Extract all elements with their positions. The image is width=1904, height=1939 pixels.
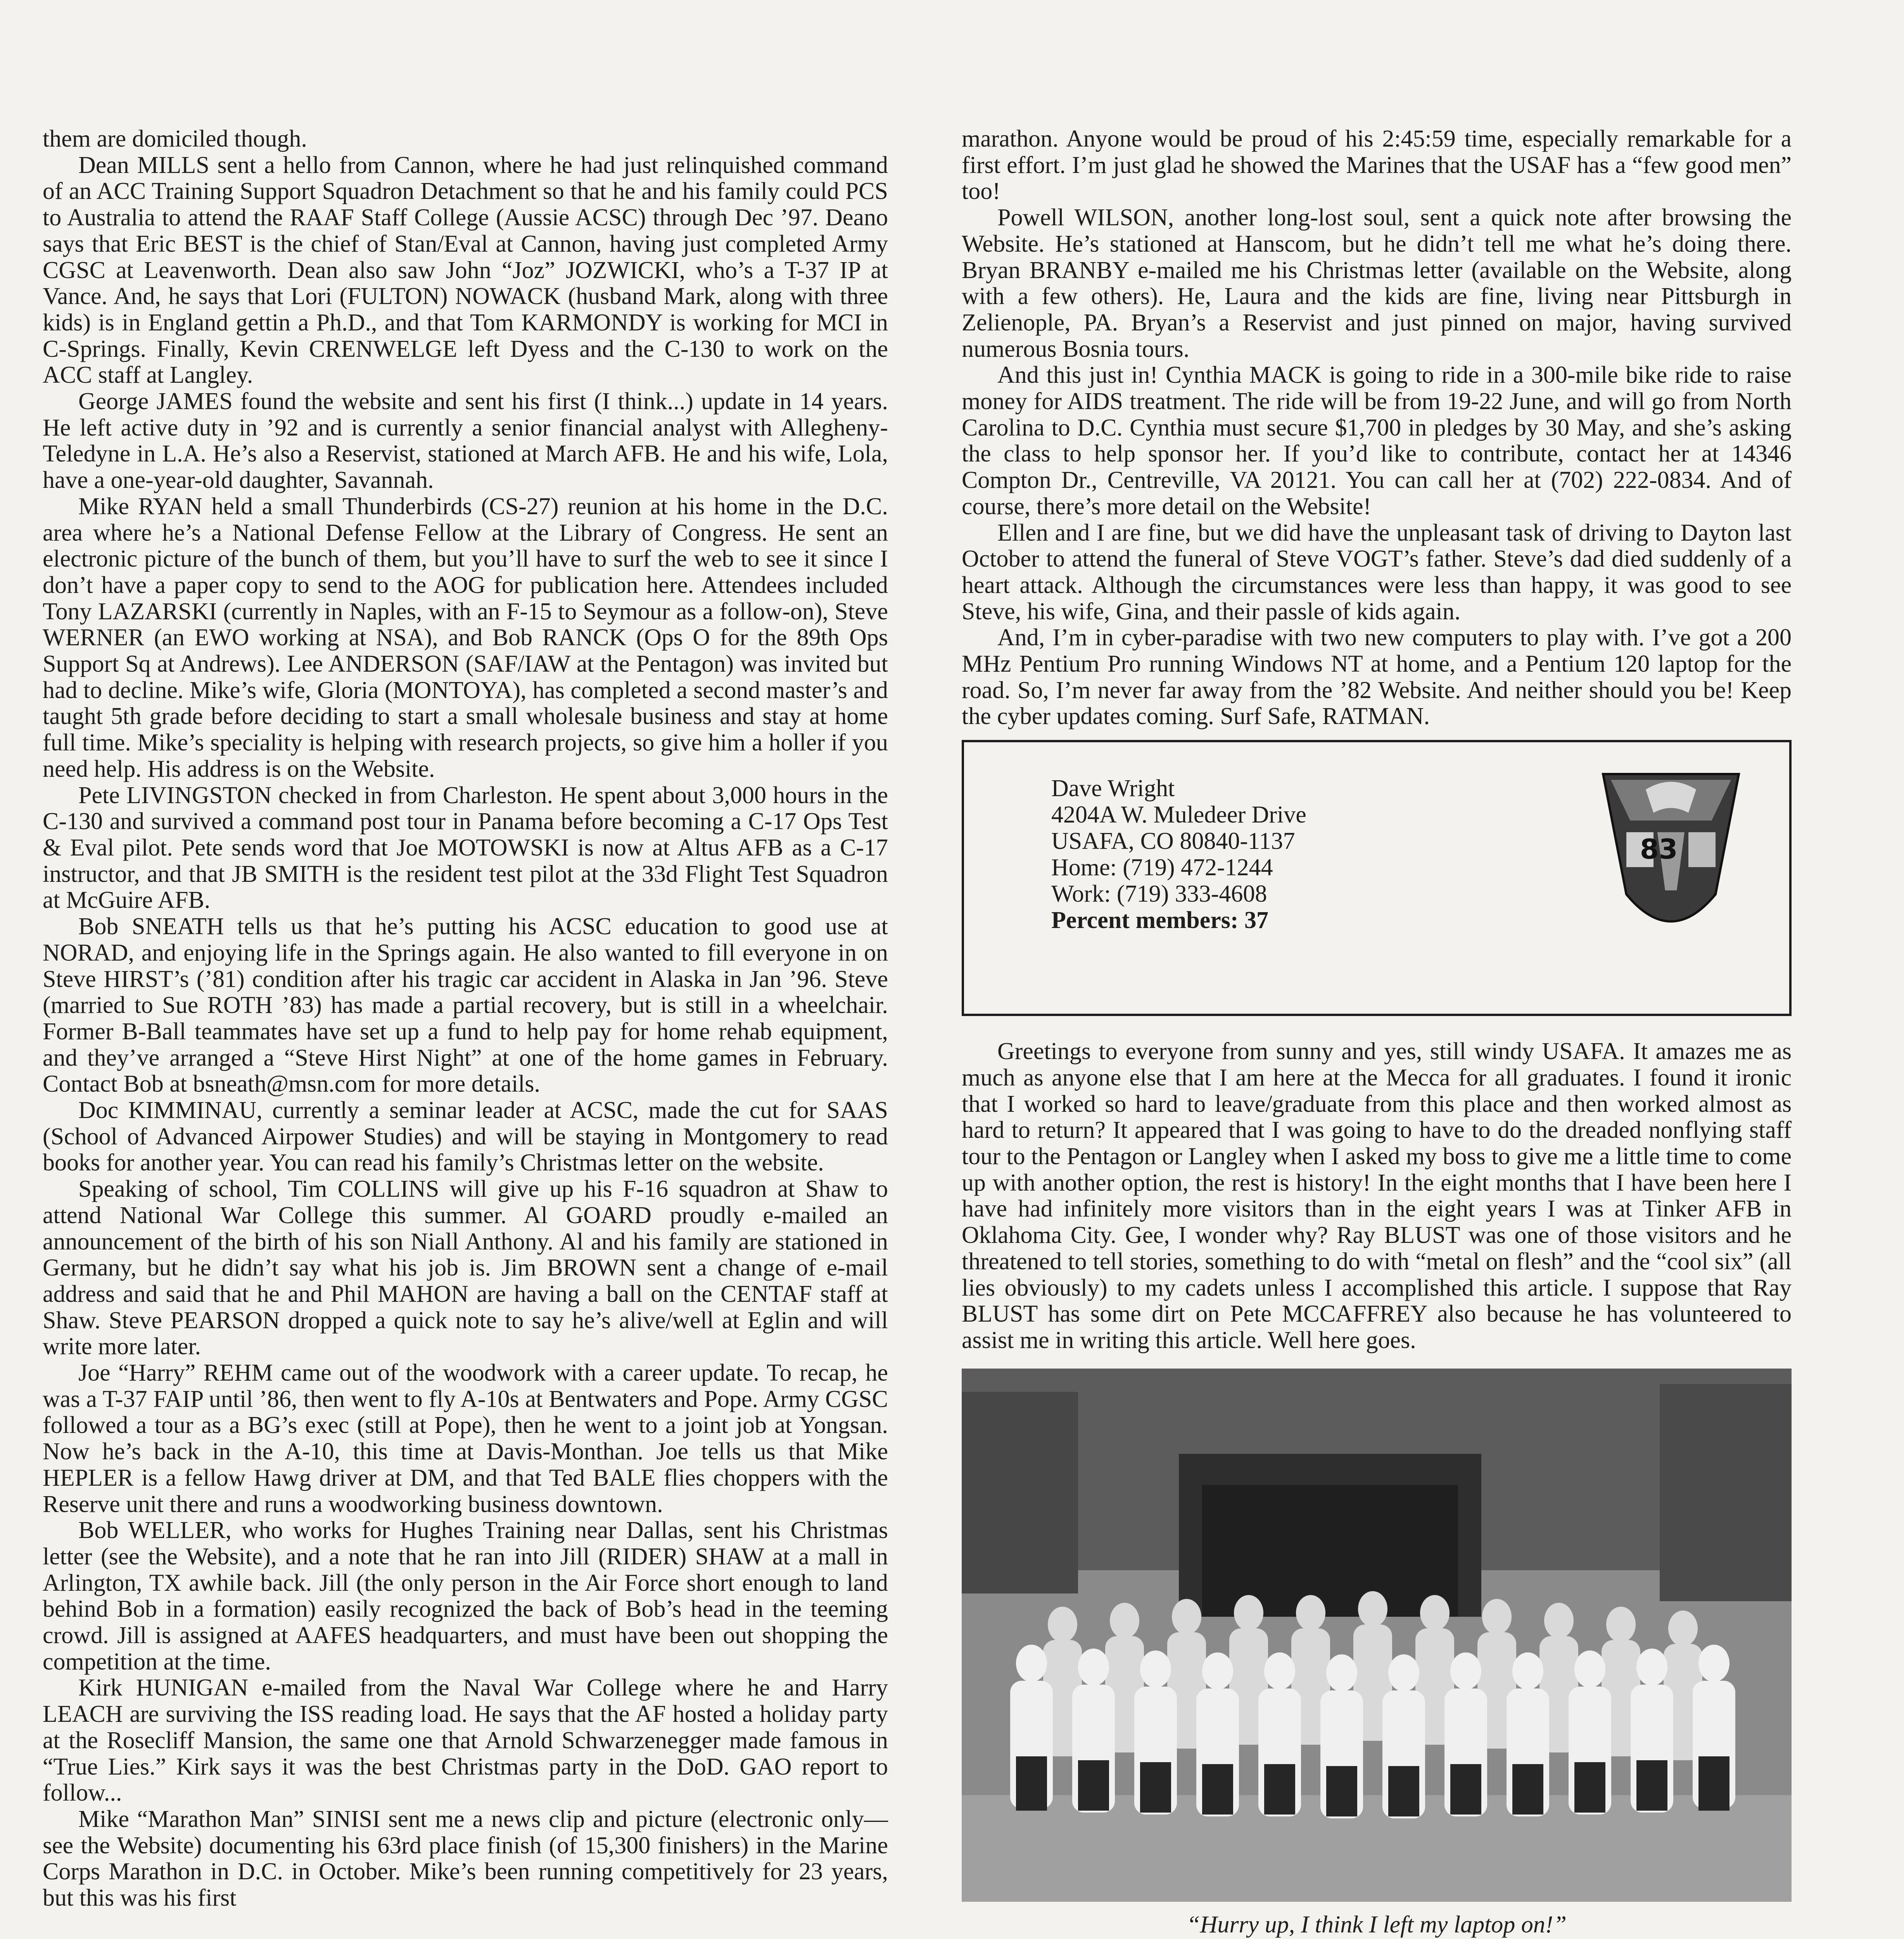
contact-home-phone: Home: (719) 472-1244: [1051, 854, 1273, 881]
paragraph: George JAMES found the website and sent his first (I think...) update in 14 years. He left active duty in ’92 and is currently a senior financial analyst with Allegheny-Teledyne in L.A. He’s also a Reservist, stationed at March AFB. He and his wife, Lola, have a one-year-old daughter, Savannah.: [43, 388, 888, 494]
class-crest-icon: [1599, 766, 1743, 949]
contact-street: 4204A W. Muledeer Drive: [1051, 802, 1306, 828]
contact-info: [1051, 775, 1306, 933]
class-scribe-contact-box: [962, 740, 1792, 1016]
photo-caption: “Hurry up, I think I left my laptop on!”: [1187, 1911, 1567, 1938]
right-column: [962, 126, 1792, 1939]
group-photo-image: [962, 1369, 1792, 1902]
group-photo: [962, 1369, 1792, 1902]
paragraph: Bob SNEATH tells us that he’s putting his ACSC education to good use at NORAD, and enjoying life in the Springs again. He also wanted to fill everyone in on Steve HIRST’s (’81) condition after his tragic car accident in Alaska in Jan ’96. Steve (married to Sue ROTH ’83) has made a partial recovery, but is still in a wheelchair. Former B-Ball teammates have set up a fund to help pay for home rehab equipment, and they’ve arranged a “Steve Hirst Night” at one of the home games in February. Contact Bob at bsneath@msn.com for more details.: [43, 913, 888, 1097]
percent-members: Percent members: 37: [1051, 907, 1269, 934]
paragraph: Kirk HUNIGAN e-mailed from the Naval War College where he and Harry LEACH are surviving the ISS reading load. He says that the AF hosted a holiday party at the Rosecliff Mansion, the same one that Arnold Schwarzenegger made famous in “True Lies.” Kirk says it was the best Christmas party in the DoD. GAO report to follow...: [43, 1675, 888, 1806]
paragraph: marathon. Anyone would be proud of his 2:45:59 time, especially remarkable for a first effort. I’m just glad he showed the Marines that the USAF has a “few good men” too!: [962, 126, 1792, 205]
paragraph: Ellen and I are fine, but we did have the unpleasant task of driving to Dayton last October to attend the funeral of Steve VOGT’s father. Steve’s dad died suddenly of a heart attack. Although the circumstances were less than happy, it was good to see Steve, his wife, Gina, and their passle of kids again.: [962, 519, 1792, 625]
paragraph: Joe “Harry” REHM came out of the woodwork with a career update. To recap, he was a T-37 FAIP until ’86, then went to fly A-10s at Bentwaters and Pope. Army CGSC followed a tour as a BG’s exec (still at Pope), then he went to a joint job at Yongsan. Now he’s back in the A-10, this time at Davis-Monthan. Joe tells us that Mike HEPLER is a fellow Hawg driver at DM, and that Ted BALE flies choppers with the Reserve unit there and runs a woodworking business downtown.: [43, 1360, 888, 1517]
paragraph: Dean MILLS sent a hello from Cannon, where he had just relinquished command of an ACC Training Support Squadron Detachment so that he and his family could PCS to Australia to attend the RAAF Staff College (Aussie ACSC) through Dec ’97. Deano says that Eric BEST is the chief of Stan/Eval at Cannon, having just completed Army CGSC at Leavenworth. Dean also saw John “Joz” JOZWICKI, who’s a T-37 IP at Vance. And, he says that Lori (FULTON) NOWACK (husband Mark, along with three kids) is in England gettin a Ph.D., and that Tom KARMONDY is working for MCI in C-Springs. Finally, Kevin CRENWELGE left Dyess and the C-130 to work on the ACC staff at Langley.: [43, 152, 888, 389]
crest-class-year: 83: [1640, 833, 1678, 866]
contact-city: USAFA, CO 80840-1137: [1051, 828, 1295, 855]
paragraph: And, I’m in cyber-paradise with two new computers to play with. I’ve got a 200 MHz Pentium Pro running Windows NT at home, and a Pentium 120 laptop for the road. So, I’m never far away from the ’82 Website. And neither should you be! Keep the cyber updates coming. Surf Safe, RATMAN.: [962, 624, 1792, 730]
paragraph: Mike RYAN held a small Thunderbirds (CS-27) reunion at his home in the D.C. area where he’s a National Defense Fellow at the Library of Congress. He sent an electronic picture of the bunch of them, but you’ll have to surf the web to see it since I don’t have a paper copy to send to the AOG for publication here. Attendees included Tony LAZARSKI (currently in Naples, with an F-15 to Seymour as a follow-on), Steve WERNER (an EWO working at NSA), and Bob RANCK (Ops O for the 89th Ops Support Sq at Andrews). Lee ANDERSON (SAF/IAW at the Pentagon) was invited but had to decline. Mike’s wife, Gloria (MONTOYA), has completed a second master’s and taught 5th grade before deciding to start a small wholesale business and stay at home full time. Mike’s speciality is helping with research projects, so give him a holler if you need help. His address is on the Website.: [43, 493, 888, 782]
paragraph: And this just in! Cynthia MACK is going to ride in a 300-mile bike ride to raise money for AIDS treatment. The ride will be from 19-22 June, and will go from North Carolina to D.C. Cynthia must secure $1,700 in pledges by 30 May, and she’s asking the class to help sponsor her. If you’d like to contribute, contact her at 14346 Compton Dr., Centreville, VA 20121. You can call her at (702) 222-0834. And of course, there’s more detail on the Website!: [962, 362, 1792, 520]
paragraph: Doc KIMMINAU, currently a seminar leader at ACSC, made the cut for SAAS (School of Advanced Airpower Studies) and will be staying in Montgomery to read books for another year. You can read his family’s Christmas letter on the website.: [43, 1097, 888, 1176]
paragraph: Speaking of school, Tim COLLINS will give up his F-16 squadron at Shaw to attend National War College this summer. Al GOARD proudly e-mailed an announcement of the birth of his son Niall Anthony. Al and his family are stationed in Germany, but he didn’t say what his job is. Jim BROWN sent a change of e-mail address and said that he and Phil MAHON are having a ball on the CENTAF staff at Shaw. Steve PEARSON dropped a quick note to say he’s alive/well at Eglin and will write more later.: [43, 1176, 888, 1360]
paragraph: Bob WELLER, who works for Hughes Training near Dallas, sent his Christmas letter (see the Website), and a note that he ran into Jill (RIDER) SHAW at a mall in Arlington, TX awhile back. Jill (the only person in the Air Force short enough to land behind Bob in a formation) easily recognized the back of Bob’s head in the teeming crowd. Jill is assigned at AAFES headquarters, and must have been out shopping the competition at the time.: [43, 1517, 888, 1675]
paragraph: Mike “Marathon Man” SINISI sent me a news clip and picture (electronic only—see the Website) documenting his 63rd place finish (of 15,300 finishers) in the Marine Corps Marathon in D.C. in October. Mike’s been running competitively for 23 years, but this was his first: [43, 1806, 888, 1911]
contact-name: Dave Wright: [1051, 775, 1175, 802]
paragraph: Greetings to everyone from sunny and yes, still windy USAFA. It amazes me as much as anyone else that I am here at the Mecca for all graduates. I found it ironic that I worked so hard to leave/graduate from this place and then worked almost as hard to return? It appeared that I was going to have to do the dreaded nonflying staff tour to the Pentagon or Langley when I asked my boss to give me a little time to come up with another option, the rest is history! In the eight months that I have been here I have had infinitely more visitors than in the eight years I was at Tinker AFB in Oklahoma City. Gee, I wonder why? Ray BLUST was one of those visitors and he threatened to tell stories, something to do with “metal on flesh” and the “cool six” (all lies obviously) to my cadets unless I accomplished this article. I suppose that Ray BLUST has some dirt on Pete MCCAFFREY also because he has volunteered to assist me in writing this article. Well here goes.: [962, 1038, 1792, 1353]
contact-work-phone: Work: (719) 333-4608: [1051, 881, 1267, 907]
left-column: [43, 126, 888, 1911]
paragraph: Pete LIVINGSTON checked in from Charleston. He spent about 3,000 hours in the C-130 and survived a command post tour in Panama before becoming a C-17 Ops Test & Eval pilot. Pete sends word that Joe MOTOWSKI is now at Altus AFB as a C-17 instructor, and that JB SMITH is the resident test pilot at the 33d Flight Test Squadron at McGuire AFB.: [43, 782, 888, 914]
paragraph: them are domiciled though.: [43, 126, 307, 152]
paragraph: Powell WILSON, another long-lost soul, sent a quick note after browsing the Website. He’s stationed at Hanscom, but he didn’t tell me what he’s doing there. Bryan BRANBY e-mailed me his Christmas letter (available on the Website, along with a few others). He, Laura and the kids are fine, living near Pittsburgh in Zelienople, PA. Bryan’s a Reservist and just pinned on major, having survived numerous Bosnia tours.: [962, 204, 1792, 362]
